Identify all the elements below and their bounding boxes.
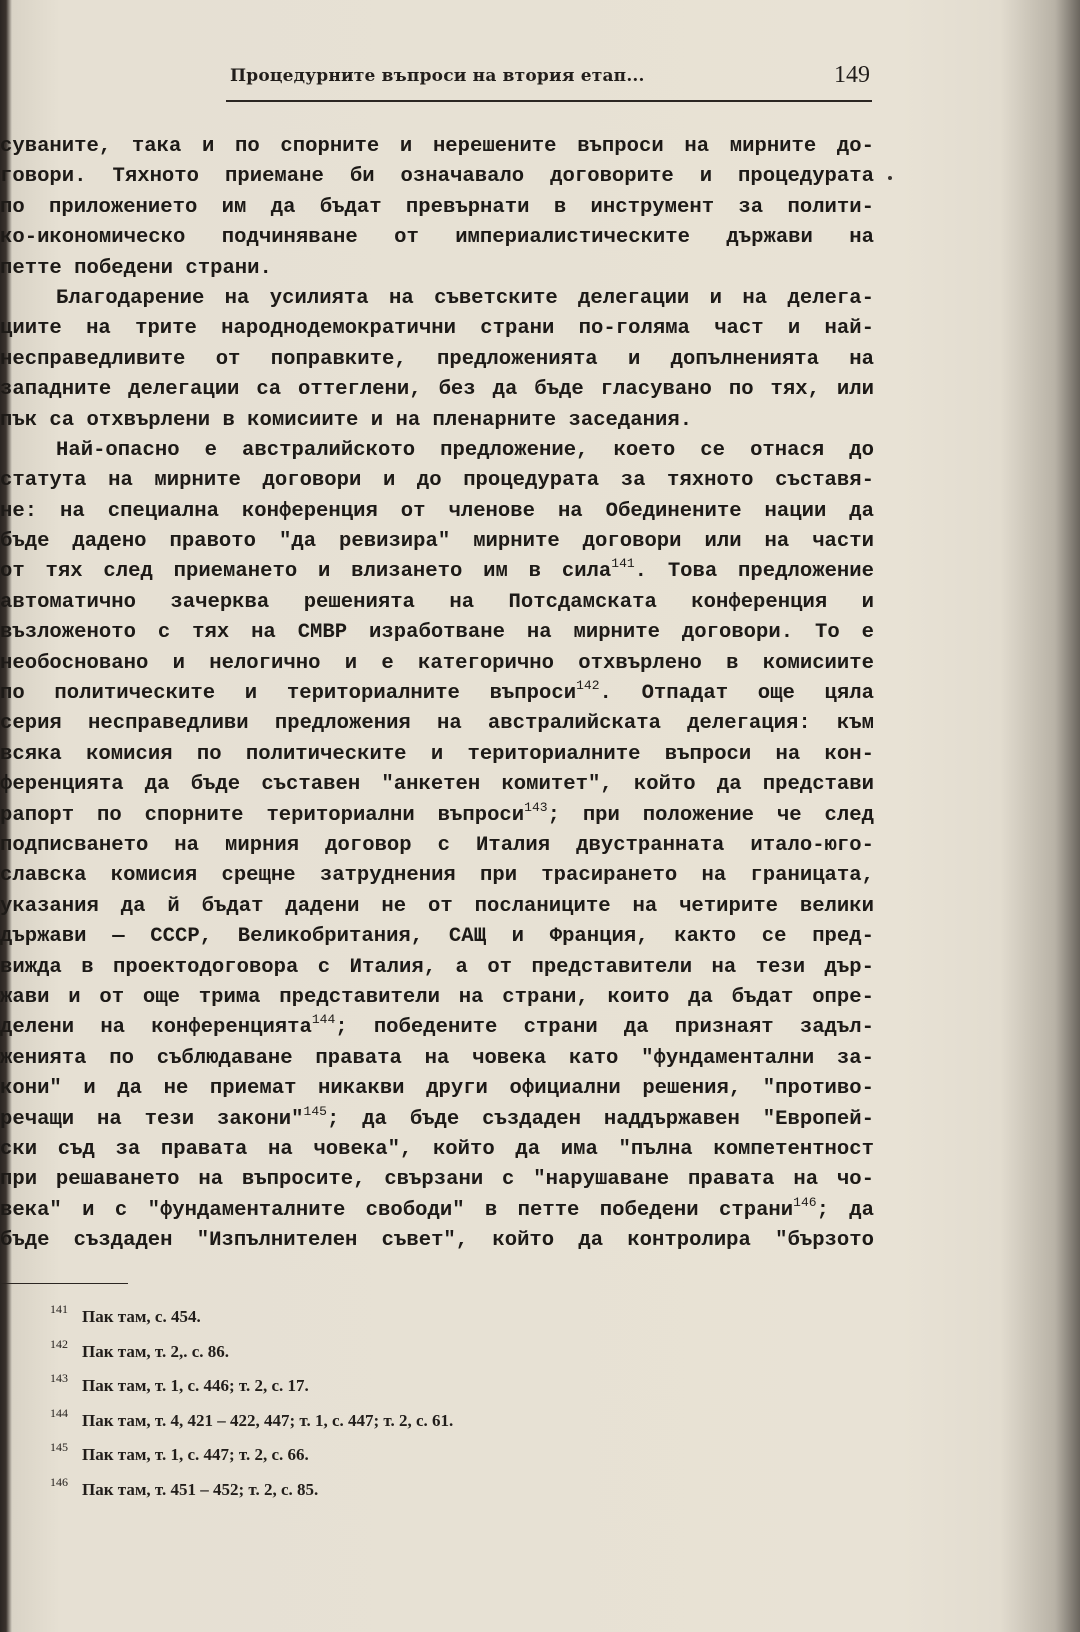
text-line: подписването на мирния договор с Италия двустранната итало-юго-	[0, 833, 874, 857]
text-line: държави — СССР, Великобритания, САЩ и Франция, както се пред-	[0, 925, 874, 949]
footnote	[50, 1365, 453, 1400]
text-line: пък са отхвърлени в комисиите и на пленарните заседания.	[0, 408, 693, 432]
footnote-ref: 142	[576, 678, 600, 694]
text-line: по приложението им да бъдат превърнати в инструмент за полити-	[0, 195, 874, 219]
text-line: кони" и да не приемат никакви други официални решения, "противо-	[0, 1077, 874, 1101]
running-title: Процедурните въпроси на втория етап...	[230, 66, 645, 86]
text-line: западните делегации са оттеглени, без да бъде гласувано по тях, или	[0, 378, 874, 402]
footnote-divider	[0, 1283, 128, 1284]
page-number: 149	[834, 62, 870, 88]
text-line: жави и от още трима представители на страни, които да бъдат опре-	[0, 985, 874, 1009]
footnote-ref: 144	[311, 1012, 336, 1028]
footnote	[50, 1400, 453, 1435]
text-line: говори. Тяхното приемане би означавало договорите и процедурата	[0, 165, 874, 189]
text-line: не: на специална конференция от членове на Обединените нации да	[0, 499, 874, 523]
text-line: суваните, така и по спорните и нерешените въпроси на мирните до-	[0, 135, 874, 158]
text-line: ко-икономическо подчиняване от империалистическите държави на	[0, 226, 874, 250]
text-line: от тях след приемането и влизането им в сила$^{141}$. Това предложение	[0, 556, 874, 584]
text-line: речащи на тези закони"$^{145}$; да бъде създаден наддържавен "Европей-	[0, 1103, 874, 1131]
footnote-number: 141	[50, 1302, 68, 1316]
text-line: циите на трите народнодемократични страни по-голяма част и най-	[0, 317, 874, 341]
text-line: всяка комисия по политическите и териториалните въпроси на кон-	[0, 742, 874, 766]
text-line: рапорт по спорните териториални въпроси$^{143}$; при положение че след	[0, 799, 874, 827]
text-line: автоматично зачерква решенията на Потсдамската конференция и	[0, 590, 874, 614]
text-line: необосновано и нелогично и е категорично отхвърлено в комисиите	[0, 651, 874, 675]
text-line: статута на мирните договори и до процедурата за тяхното съставя-	[0, 469, 874, 493]
text-line: Най-опасно е австралийското предложение, което се отнася до	[56, 438, 874, 462]
footnotes	[50, 1296, 453, 1503]
footnote-number: 143	[50, 1371, 68, 1385]
footnote-number: 144	[50, 1405, 68, 1420]
footnote-text: Пак там, т. 1, с. 446; т. 2, с. 17.	[82, 1376, 309, 1395]
footnote-text: Пак там, т. 2,. с. 86.	[82, 1341, 230, 1361]
text-line: при решаването на въпросите, свързани с "нарушаване правата на чо-	[0, 1168, 874, 1192]
footnote-text: Пак там, т. 451 – 452; т. 2, с. 85.	[82, 1479, 319, 1499]
text-line: Благодарение на усилията на съветските делегации и на делега-	[56, 286, 874, 310]
footnote-text: Пак там, с. 454.	[82, 1307, 201, 1326]
text-line: указания да й бъдат дадени не от посланиците на четирите велики	[0, 894, 874, 918]
text-line: несправедливите от поправките, предложенията и допълненията на	[0, 347, 874, 371]
text-line: по политическите и териториалните въпроси$^{142}$. Отпадат още цяла	[0, 678, 874, 706]
footnote-number: 146	[50, 1474, 68, 1489]
footnote	[50, 1331, 453, 1366]
text-line: възложеното с тях на СМВР изработване на мирните договори. То е	[0, 621, 874, 645]
body-text	[0, 132, 874, 1256]
page-header	[226, 62, 872, 102]
footnote-ref: 145	[303, 1103, 327, 1119]
text-line: делени на конференцията$^{144}$; победените страни да признаят задъл-	[0, 1012, 874, 1040]
footnote	[50, 1434, 453, 1469]
text-line: ски съд за правата на човека", който да има "пълна компетентност	[0, 1137, 874, 1161]
text-line: века" и с "фундаменталните свободи" в петте победени страни$^{146}$; да	[0, 1194, 874, 1222]
footnote-ref: 146	[793, 1194, 817, 1210]
text-line: женията по съблюдаване правата на човека като "фундаментални за-	[0, 1046, 874, 1070]
footnote	[50, 1469, 453, 1504]
text-line: славска комисия срещне затруднения при трасирането на границата,	[0, 864, 874, 888]
text-line: ференцията да бъде съставен "анкетен комитет", който да представи	[0, 773, 874, 797]
footnote-number: 142	[50, 1336, 68, 1351]
margin-mark	[888, 176, 892, 180]
text-line: серия несправедливи предложения на австралийската делегация: към	[0, 712, 874, 736]
text-line: бъде дадено правото "да ревизира" мирните договори или на части	[0, 530, 874, 554]
footnote-text: Пак там, т. 1, с. 447; т. 2, с. 66.	[82, 1445, 309, 1464]
text-line: петте победени страни.	[0, 256, 272, 280]
footnote-ref: 141	[611, 556, 635, 572]
text-line: бъде създаден "Изпълнителен съвет", който да контролира "бързото	[0, 1229, 874, 1253]
footnote-number: 145	[50, 1440, 68, 1454]
footnote	[50, 1296, 453, 1331]
footnote-ref: 143	[524, 799, 548, 815]
text-line: вижда в проектодоговора с Италия, а от представители на тези дър-	[0, 955, 874, 979]
footnote-text: Пак там, т. 4, 421 – 422, 447; т. 1, с. 447; т. 2, с. 61.	[82, 1410, 454, 1430]
